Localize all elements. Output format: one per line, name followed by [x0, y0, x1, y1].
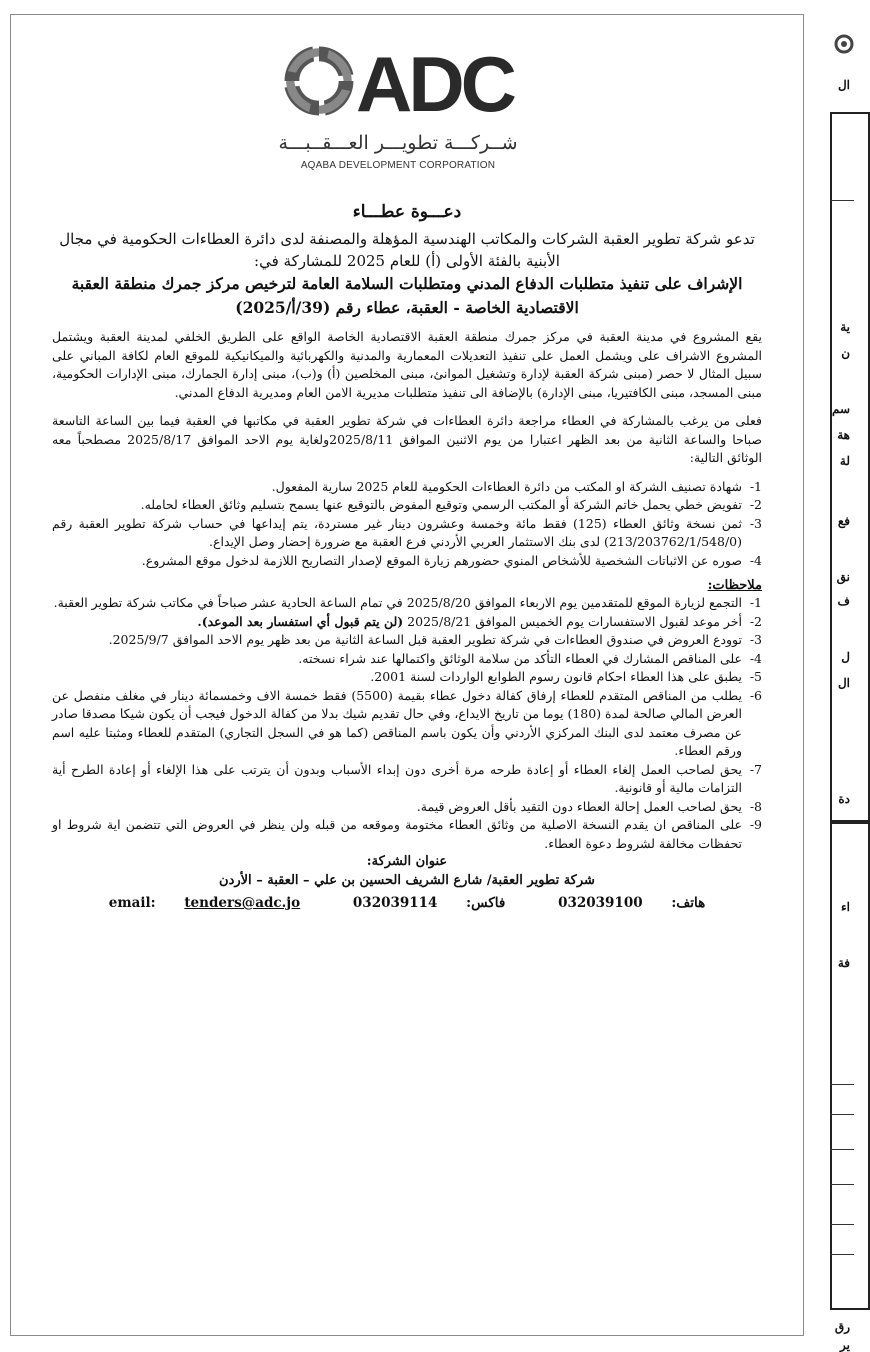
neighbor-text-fragment: دة: [838, 792, 850, 806]
neighbor-text-fragment: ف: [837, 594, 850, 608]
list-item: [52, 594, 762, 613]
neighbor-text-fragment: ية: [840, 320, 850, 334]
item-text: يطبق على هذا العطاء احكام قانون رسوم الطوابع الواردات لسنة 2001.: [370, 669, 742, 684]
neighbor-text-fragment: ن: [841, 346, 850, 360]
neighbor-rule: [830, 1114, 854, 1115]
item-number: 3-: [749, 632, 762, 647]
neighbor-rule: [830, 1084, 854, 1085]
neighbor-text-fragment: ال: [837, 78, 850, 92]
list-item: [52, 515, 762, 552]
item-number: 2-: [749, 497, 762, 512]
item-text: على المناقص ان يقدم النسخة الاصلية من وثائق العطاء مختومة وموقعه من قبله ولن ينظر في العروض التي تتضمن اية شروط او تحفظات مخالفة لشروط دعوة العطاء.: [52, 817, 742, 851]
item-text: أخر موعد لقبول الاستفسارات يوم الخميس الموافق 2025/8/21: [403, 613, 742, 629]
neighbor-box-bottom: [830, 822, 870, 1310]
company-address: شركة تطوير العقبة/ شارع الشريف الحسين بن علي – العقبة – الأردن: [219, 873, 595, 888]
neighbor-text-fragment: رق: [834, 1320, 850, 1334]
neighbor-logo-icon: [834, 34, 854, 54]
neighbor-rule: [830, 1184, 854, 1185]
item-number: 8-: [749, 798, 762, 814]
neighbor-text-fragment: فع: [837, 514, 850, 528]
list-item: [52, 798, 762, 817]
project-description: يقع المشروع في مدينة العقبة في مركز جمرك منطقة العقبة الاقتصادية الخاصة الواقع على الطريق الخلفي لمدينة العقبة ويشتمل المشروع الاشراف على ويشمل العمل على تنفيذ التعديلات المعمارية والمدنية والكهربائية والميكانيكية للموقع العام لكافة المباني على سبيل المثال لا حصر (مبنى شركة العقبة لإدارة وتشغيل الموانئ، مبنى المخلصين (أ) و(ب)، مبنى إدارة الجمارك، مبنى الإدارات الحكومية، مبنى المسجد، مبنى الكافتيريا، مبنى الإدارة) بالإضافة الى تنفيذ متطلبات مديرية الامن العام ومديرية الدفاع المدني.: [52, 329, 762, 400]
fax-group: [341, 895, 517, 911]
email-group: [97, 895, 312, 911]
intro-paragraph: تدعو شركة تطوير العقبة الشركات والمكاتب الهندسية المؤهلة والمصنفة لدى دائرة العطاءات الحكومية في مجال الأبنية بالفئة الأولى (أ) للعام 2025 للمشاركة في:: [59, 230, 755, 270]
item-emphasis: (لن يتم قبول أي استفسار بعد الموعد).: [197, 613, 404, 629]
item-text: تفويض خطي يحمل خاتم الشركة أو المكتب الرسمي وتوقيع المفوض بالتوقيع عنها يسمح بتسليم وثائق العطاء لحامله.: [140, 497, 742, 512]
neighbor-text-fragment: اء: [841, 900, 850, 914]
item-number: 1-: [749, 595, 762, 610]
item-text: صوره عن الاثباتات الشخصية للأشخاص المنوي حضورهم زيارة الموقع لإصدار التصاريح اللازمة لدخول موقع المشروع.: [141, 552, 742, 568]
neighbor-text-fragment: نق: [836, 570, 850, 584]
adc-logo: [278, 40, 518, 176]
item-number: 7-: [749, 761, 762, 777]
list-item: [52, 761, 762, 798]
item-text: التجمع لزيارة الموقع للمتقدمين يوم الاربعاء الموافق 2025/8/20 في تمام الساعة الحادية عشر صباحاً في مكاتب شركة تطوير العقبة.: [53, 595, 742, 610]
neighbor-rule: [830, 1254, 854, 1255]
adc-swirl-icon: [278, 40, 360, 122]
required-documents-list: [52, 478, 762, 571]
participation-paragraph: فعلى من يرغب بالمشاركة في العطاء مراجعة دائرة العطاءات في شركة تطوير العقبة في مكاتبها في العقبة فيما بين الساعة التاسعة صباحا والساعة الثانية من بعد الظهر اعتبارا من يوم الاثنين الموافق 2025/8/11ولغاية يوم الاحد الموافق 2025/8/17 مصطحباً معه الوثائق التالية:: [52, 413, 762, 465]
neighbor-text-fragment: فة: [837, 956, 850, 970]
neighbor-text-fragment: هة: [837, 428, 850, 442]
item-number: 1-: [749, 478, 762, 494]
phone-number: 032039100: [558, 895, 643, 911]
email-label: email:: [108, 895, 156, 911]
notes-heading: ملاحظات:: [707, 578, 762, 593]
item-text: يطلب من المناقص المتقدم للعطاء إرفاق كفالة دخول عطاء بقيمة (5500) فقط خمسة الاف وخمسمائة دينار في مغلف منفصل عن العرض المالي صالحة لمدة (180) يوما من تاريخ الايداع، وفي حال تقديم شيك بدلا من كفالة الدخول فيجب أن يكون شيكا مصدقا صادر عن مصرف معتمد لدى البنك المركزي الأردني وأن يكون باسم المناقص (كما هو في السجل التجاري) المتقدم للعطاء ومثبتا عليه اسم ورقم العطاء.: [52, 687, 742, 758]
list-item: [52, 552, 762, 571]
neighbor-text-fragment: لة: [839, 454, 850, 468]
neighbor-rule: [830, 1149, 854, 1150]
email-link[interactable]: tenders@adc.jo: [184, 895, 301, 911]
item-text: توودع العروض في صندوق العطاءات في شركة تطوير العقبة قبل الساعة الثانية من بعد ظهر يوم الاحد الموافق 2025/9/7.: [108, 632, 742, 647]
item-text: ثمن نسخة وثائق العطاء (125) فقط مائة وخمسة وعشرون دينار غير مستردة، يتم إيداعها في حساب شركة تطوير العقبة رقم (213/203762/1/548/0) لدى بنك الاستثمار العربي الأردني فرع العقبة مع ضرورة إحضار وصل الإيداع.: [52, 515, 742, 549]
company-name-english: AQABA DEVELOPMENT CORPORATION: [300, 160, 496, 171]
neighbor-rule: [830, 200, 854, 201]
list-item: [52, 613, 762, 632]
list-item: [52, 668, 762, 687]
item-number: 3-: [749, 515, 762, 531]
list-item: [52, 478, 762, 497]
item-text: يحق لصاحب العمل إلغاء العطاء أو إعادة طرحه مرة أخرى دون إبداء الأسباب وبدون أن يترتب على هذا الإلغاء أو إعادة الطرح أية التزامات مالية أو قانونية.: [52, 761, 742, 795]
neighbor-box-top: [830, 112, 870, 822]
item-number: 2-: [749, 613, 762, 629]
adc-brand-text: ADC: [356, 40, 513, 128]
company-name-arabic: شــركـــة تطويـــر العـــقــبـــة: [278, 132, 518, 154]
neighbor-text-fragment: ير: [840, 1338, 850, 1352]
list-item: [52, 496, 762, 515]
item-number: 6-: [749, 687, 762, 703]
notes-list: [52, 594, 762, 853]
fax-number: 032039114: [352, 895, 438, 911]
phone-group: [546, 895, 717, 911]
phone-label: هاتف:: [671, 895, 706, 911]
tender-subject: الإشراف على تنفيذ متطلبات الدفاع المدني ومتطلبات السلامة العامة لترخيص مركز جمرك منطقة العقبة الاقتصادية الخاصة - العقبة، عطاء رقم (39/أ/2025): [71, 274, 743, 317]
neighbor-text-fragment: سم: [831, 402, 850, 416]
tender-notice-body: [52, 200, 762, 913]
item-number: 4-: [749, 552, 762, 568]
item-text: يحق لصاحب العمل إحالة العطاء دون التقيد بأقل العروض قيمة.: [416, 798, 742, 814]
contact-line: [52, 893, 762, 913]
neighbor-text-fragment: ال: [837, 676, 850, 690]
item-number: 5-: [749, 669, 762, 684]
item-text: على المناقص المشارك في العطاء التأكد من سلامة الوثائق واكتمالها عند شراء نسخته.: [298, 650, 742, 666]
item-number: 9-: [749, 817, 762, 832]
neighbor-text-fragment: ل: [841, 650, 850, 664]
list-item: [52, 687, 762, 761]
list-item: [52, 631, 762, 650]
list-item: [52, 816, 762, 853]
item-number: 4-: [749, 650, 762, 666]
item-text: شهادة تصنيف الشركة او المكتب من دائرة العطاءات الحكومية للعام 2025 سارية المفعول.: [271, 478, 742, 494]
list-item: [52, 650, 762, 669]
address-heading: عنوان الشركة:: [366, 854, 448, 869]
neighbor-column-fragment: [822, 14, 852, 1352]
notice-title: دعـــوة عطـــاء: [352, 202, 462, 222]
neighbor-rule: [830, 1224, 854, 1225]
fax-label: فاكس:: [466, 895, 506, 911]
